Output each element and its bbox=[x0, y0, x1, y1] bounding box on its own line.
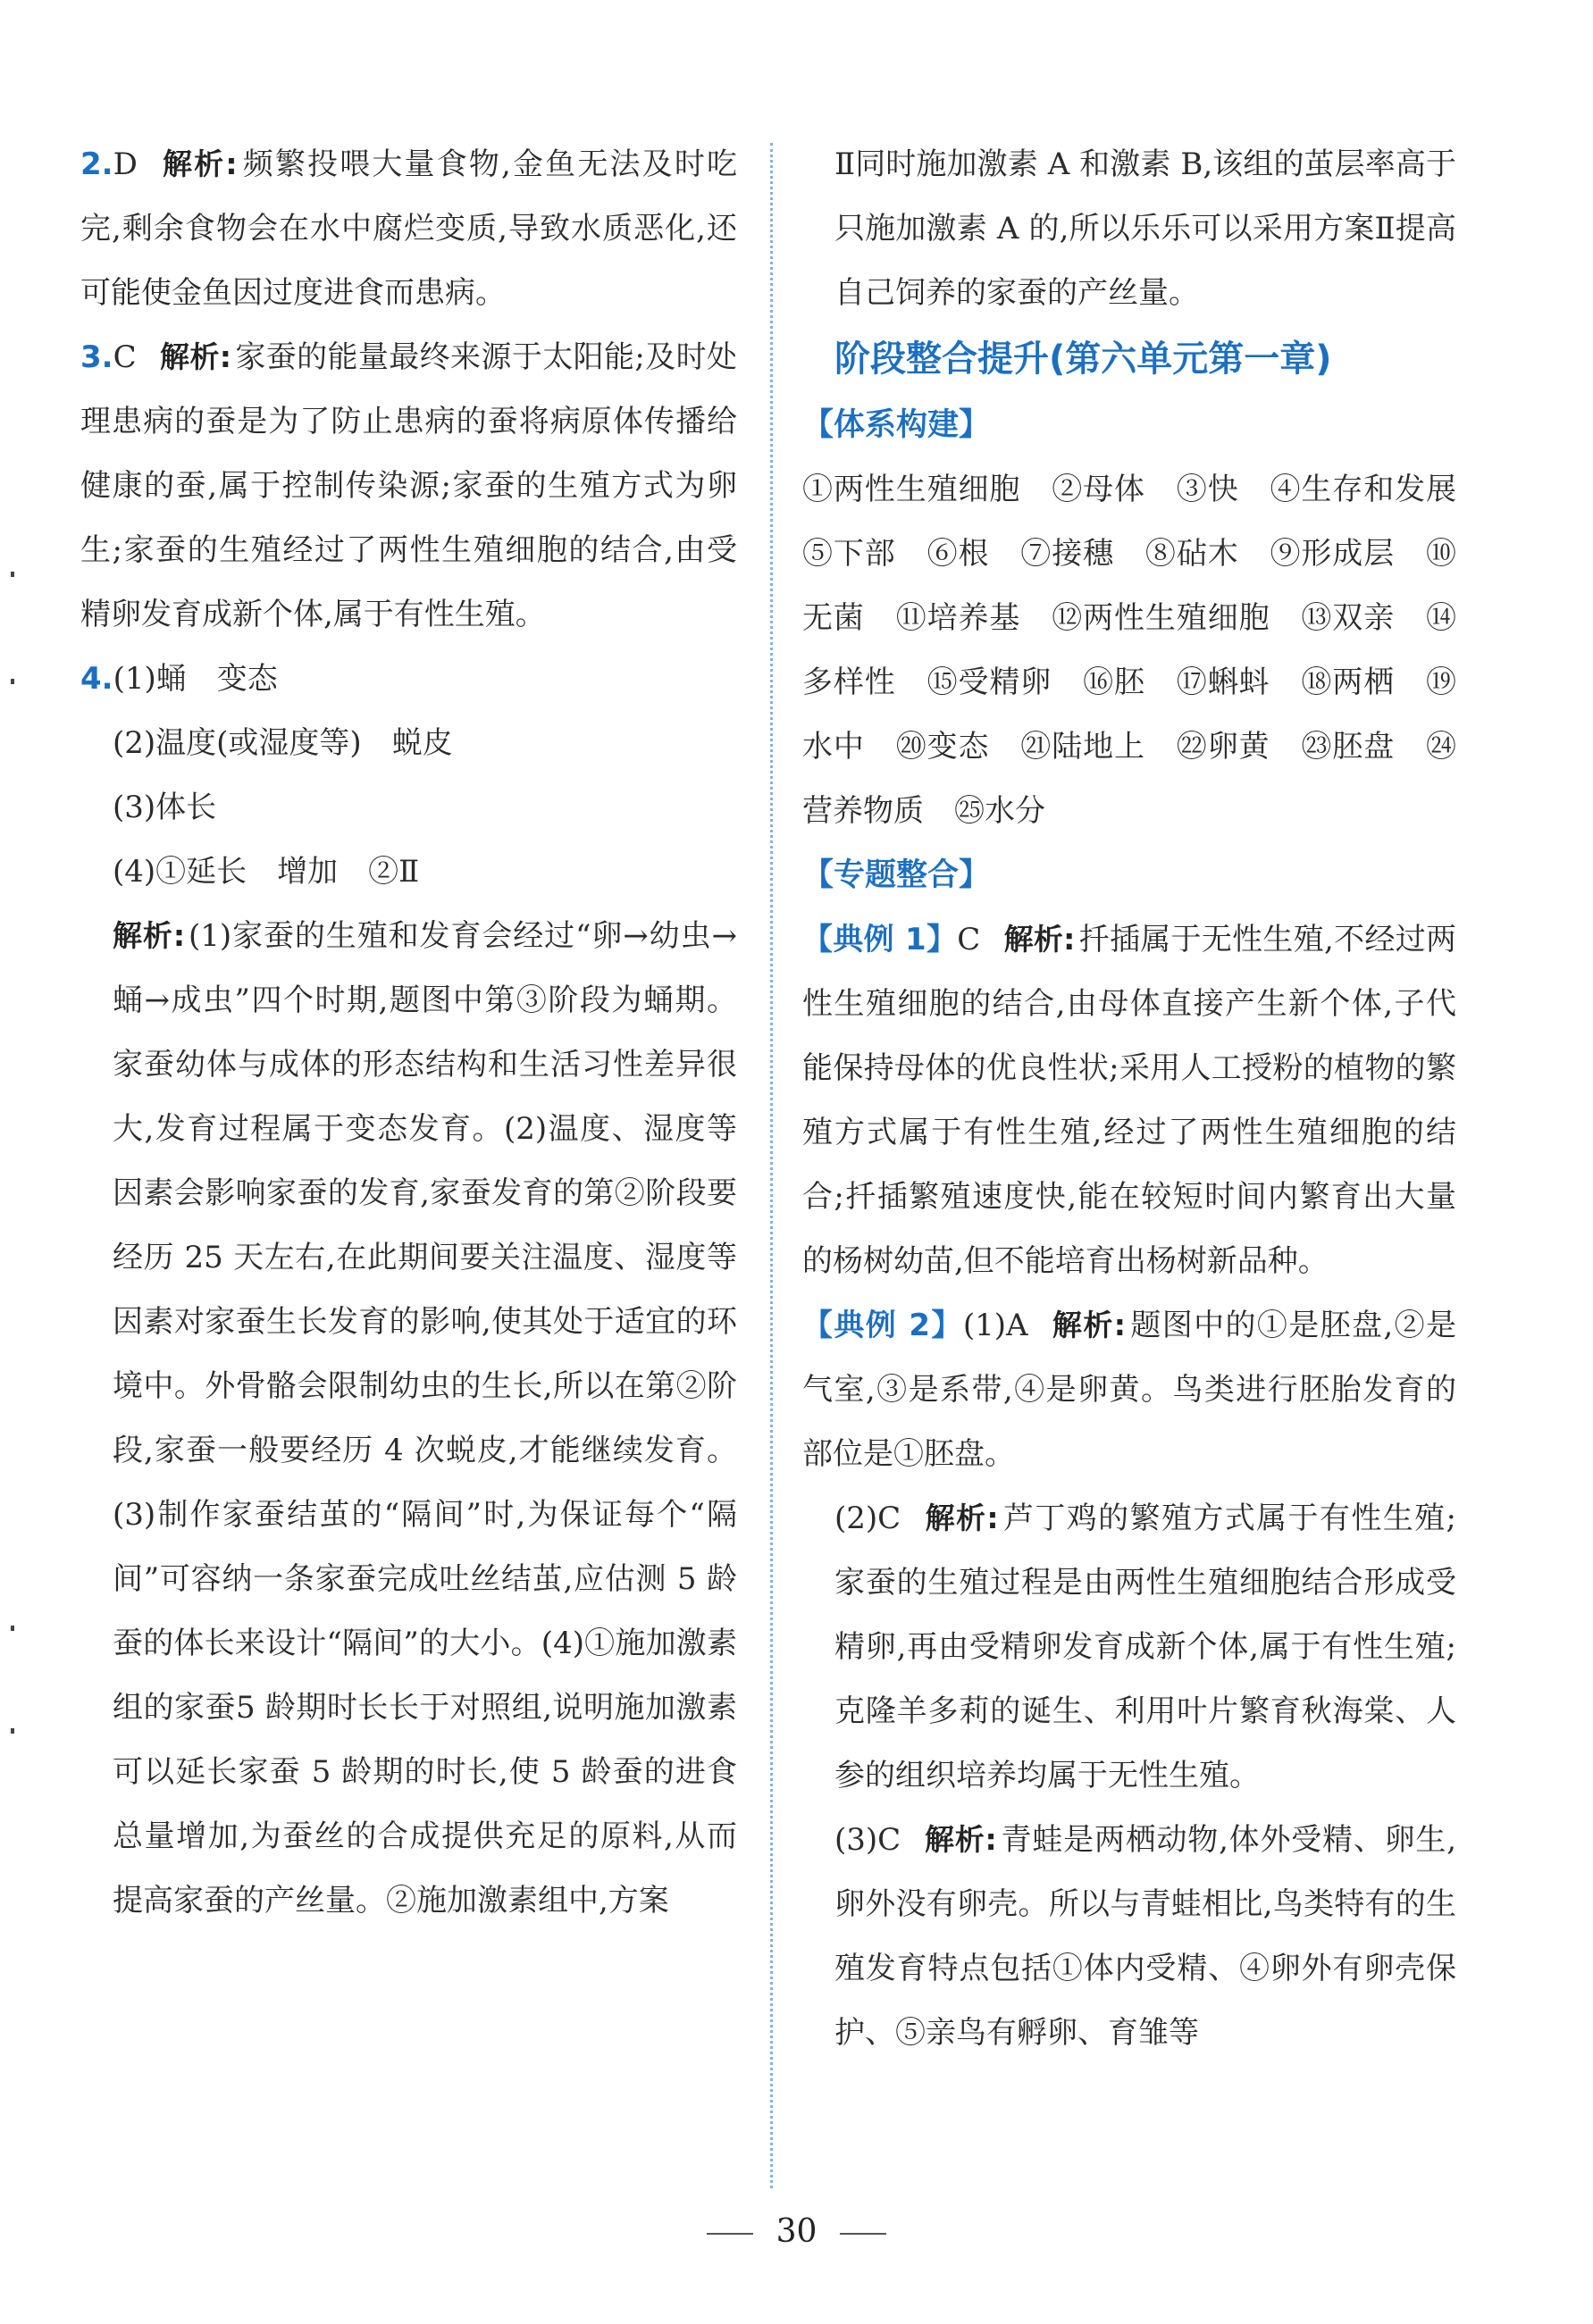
page-number-dash bbox=[707, 2233, 753, 2235]
analysis-text: 频繁投喂大量食物,金鱼无法及时吃完,剩余食物会在水中腐烂变质,导致水质恶化,还可能使金鱼因过度进食而患病。 bbox=[80, 146, 737, 311]
analysis-label: 解析: bbox=[924, 1822, 997, 1857]
scan-mark bbox=[11, 572, 14, 577]
example-2-part-3 bbox=[802, 1808, 1456, 2065]
example-tag: 【典例 2】 bbox=[802, 1308, 963, 1343]
question-number: 2. bbox=[80, 146, 113, 182]
question-4 bbox=[80, 647, 737, 711]
analysis-text: 青蛙是两栖动物,体外受精、卵生,卵外没有卵壳。所以与青蛙相比,鸟类特有的生殖发育特点包括①体内受精、④卵外有卵壳保护、⑤亲鸟有孵卵、育雏等 bbox=[834, 1822, 1456, 2051]
question-3 bbox=[80, 325, 737, 647]
topic-heading: 【专题整合】 bbox=[802, 857, 991, 893]
analysis-text: 家蚕的能量最终来源于太阳能;及时处理患病的蚕是为了防止患病的蚕将病原体传播给健康的蚕,属于控制传染源;家蚕的生殖方式为卵生;家蚕的生殖经过了两性生殖细胞的结合,由受精卵发育成新个体,属于有性生殖。 bbox=[80, 339, 737, 632]
scan-mark bbox=[11, 1728, 14, 1734]
left-column bbox=[80, 132, 737, 1933]
analysis-text: (1)家蚕的生殖和发育会经过“卵→幼虫→蛹→成虫”四个时期,题图中第③阶段为蛹期。家蚕幼体与成体的形态结构和生活习性差异很大,发育过程属于变态发育。(2)温度、湿度等因素会影响家蚕的发育,家蚕发育的第②阶段要经历 25 天左右,在此期间要关注温度、湿度等因素对家蚕生长发育的影响,使其处于适宜的环境中。外骨骼会限制幼虫的生长,所以在第②阶段,家蚕一般要经历 4 次蜕皮,才能继续发育。(3)制作家蚕结茧的“隔间”时,为保证每个“隔间”可容纳一条家蚕完成吐丝结茧,应估测 5 龄蚕的体长来设计“隔间”的大小。(4)①施加激素组的家蚕5 龄期时长长于对照组,说明施加激素可以延长家蚕 5 龄期的时长,使 5 龄蚕的进食总量增加,为蚕丝的合成提供充足的原料,从而提高家蚕的产丝量。②施加激素组中,方案 bbox=[113, 918, 737, 1919]
analysis-text: 扦插属于无性生殖,不经过两性生殖细胞的结合,由母体直接产生新个体,子代能保持母体的优良性状;采用人工授粉的植物的繁殖方式属于有性生殖,经过了两性生殖细胞的结合;扦插繁殖速度快,能在较短时间内繁育出大量的杨树幼苗,但不能培育出杨树新品种。 bbox=[802, 922, 1457, 1279]
page-number-dash bbox=[840, 2233, 886, 2235]
analysis-label: 解析: bbox=[1051, 1308, 1126, 1342]
analysis-label: 解析: bbox=[160, 146, 238, 181]
analysis-label: 解析: bbox=[113, 918, 186, 953]
right-column bbox=[802, 132, 1487, 2065]
page-number-value: 30 bbox=[776, 2213, 817, 2250]
section-title: 阶段整合提升(第六单元第一章) bbox=[834, 339, 1332, 380]
answer: C bbox=[957, 922, 981, 957]
answer: (3)C bbox=[834, 1822, 901, 1858]
example-2-part-2 bbox=[802, 1486, 1456, 1808]
example-2-part-1 bbox=[802, 1293, 1456, 1486]
answer: (1)A bbox=[962, 1308, 1028, 1343]
example-1 bbox=[802, 907, 1456, 1293]
analysis-text: 芦丁鸡的繁殖方式属于有性生殖;家蚕的生殖过程是由两性生殖细胞结合形成受精卵,再由受精卵发育成新个体,属于有性生殖;克隆羊多莉的诞生、利用叶片繁育秋海棠、人参的组织培养均属于无性生殖。 bbox=[834, 1501, 1456, 1793]
page-number bbox=[0, 2213, 1593, 2250]
question-number: 3. bbox=[80, 339, 113, 375]
answer-part-1: (1)蛹 变态 bbox=[113, 661, 278, 697]
answer: (2)C bbox=[834, 1501, 901, 1536]
answer-part-2: (2)温度(或湿度等) 蜕皮 bbox=[113, 725, 453, 761]
system-text: ①两性生殖细胞 ②母体 ③快 ④生存和发展 ⑤下部 ⑥根 ⑦接穗 ⑧砧木 ⑨形成层 ⑩无菌 ⑪培养基 ⑫两性生殖细胞 ⑬双亲 ⑭多样性 ⑮受精卵 ⑯胚 ⑰蝌蚪 ⑱两栖 ⑲水中 ⑳变态 ㉑陆地上 ㉒卵黄 ㉓胚盘 ㉔营养物质 ㉕水分 bbox=[802, 472, 1487, 829]
answer: C bbox=[113, 339, 137, 375]
scan-mark bbox=[11, 1626, 14, 1631]
analysis-label: 解析: bbox=[1003, 922, 1076, 957]
answer-part-3: (3)体长 bbox=[113, 790, 217, 825]
question-2 bbox=[80, 132, 737, 325]
question-4-analysis bbox=[80, 904, 737, 1933]
example-tag: 【典例 1】 bbox=[802, 922, 958, 957]
question-number: 4. bbox=[80, 661, 113, 697]
analysis-label: 解析: bbox=[924, 1501, 999, 1535]
scan-mark bbox=[11, 679, 14, 684]
answer-part-4: (4)①延长 增加 ②Ⅱ bbox=[113, 854, 420, 890]
analysis-text: 题图中的①是胚盘,②是气室,③是系带,④是卵黄。鸟类进行胚胎发育的部位是①胚盘。 bbox=[802, 1308, 1456, 1472]
column-divider bbox=[770, 143, 773, 2188]
system-heading: 【体系构建】 bbox=[802, 407, 991, 443]
continuation-text: Ⅱ同时施加激素 A 和激素 B,该组的茧层率高于只施加激素 A 的,所以乐乐可以采用方案Ⅱ提高自己饲养的家蚕的产丝量。 bbox=[834, 146, 1456, 311]
analysis-label: 解析: bbox=[159, 339, 231, 374]
answer: D bbox=[113, 146, 138, 182]
